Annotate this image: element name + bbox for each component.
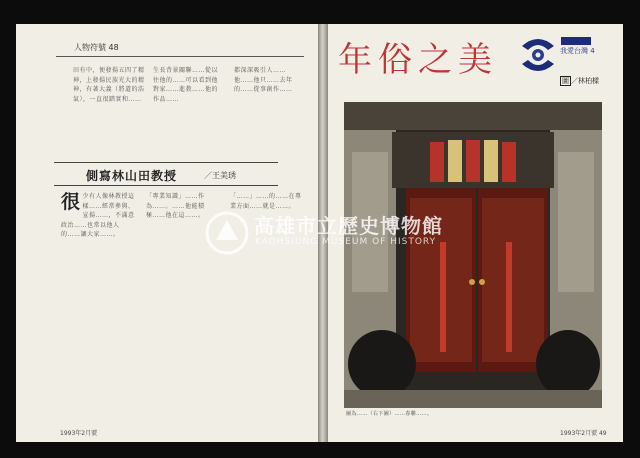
body-column-1 xyxy=(61,192,135,240)
series-badge xyxy=(561,37,591,45)
series-label xyxy=(560,46,595,56)
article-title: 側寫林山田教授 xyxy=(86,169,178,183)
left-page xyxy=(16,24,318,442)
temple-door-photo xyxy=(344,102,602,408)
article-title-box xyxy=(54,162,278,186)
article-author: ／王美琇 xyxy=(204,171,236,180)
credit-name: ／林柏樑 xyxy=(571,77,599,85)
body-column-1-text: 少有人像林教授這樣……經常參與、宣揚……，不滿意政治……也常以他人的……讓大家……。 xyxy=(61,193,135,239)
photo-caption: 圖為……（右下圖）……春聯……。 xyxy=(346,411,433,417)
column-1: 田有中，便發揚五四了精神，上發揚民族光大的精神，有著大義（將道的浩氣），一直很踏實和…… xyxy=(73,67,145,103)
body-column-3: 「……」……的……在專業方面……就是……。 xyxy=(230,193,302,210)
book-spine xyxy=(318,24,328,442)
column-2: 生長背景關聯……從以往他的……可以看到他對家……進教……他的作品…… xyxy=(153,67,219,103)
dropcap: 很 xyxy=(61,191,81,213)
body-column-2: 「專業知識」……作為……。……他能積極……他在這……。 xyxy=(146,193,205,220)
column-3: 都深深吸引人……他……他只……去年的……從事創作…… xyxy=(234,67,293,94)
series-name: 我愛台灣 xyxy=(560,47,588,55)
page-footer: 1993年2月號 xyxy=(60,430,98,437)
page-header: 人物符號 48 xyxy=(74,43,119,52)
swirl-logo-icon xyxy=(518,36,558,74)
page-footer-right: 1993年2月號 49 xyxy=(560,430,607,437)
watermark-text: 高雄市立歷史博物館 xyxy=(254,214,443,238)
credit-prefix: 圖 xyxy=(562,77,569,85)
right-page xyxy=(328,24,623,442)
series-number: 4 xyxy=(590,47,595,55)
header-rule xyxy=(56,56,304,57)
photo-credit xyxy=(560,76,599,86)
watermark-subtext: KAOHSIUNG MUSEUM OF HISTORY xyxy=(255,237,437,247)
feature-title: 年俗之美 xyxy=(338,40,498,80)
